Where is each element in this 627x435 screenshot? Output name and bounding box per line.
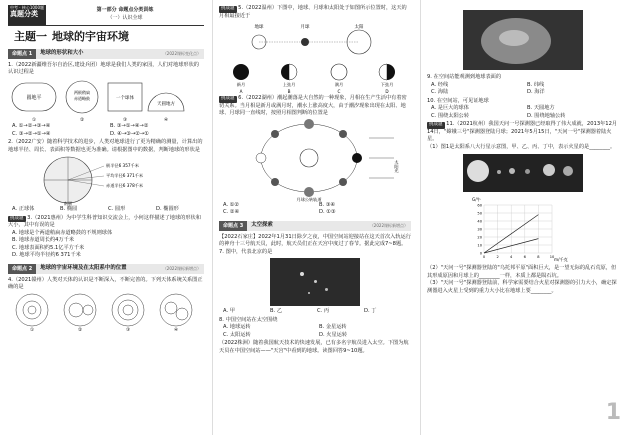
q2-option-c[interactable]: C. 圆形 [108,206,126,213]
question-11-sub3: （3）"天问一号"探测器登陆前，科学家需要结合火星对探测器的引力大小，确定探测器进入火星上受到的重力大小比在地球上要________。 [427,280,617,294]
q9-option-a[interactable]: A. 经线 [431,81,449,88]
q6-option-b[interactable]: B. ③④ [319,201,336,208]
q10-option-d[interactable]: D. 围绕地轴公转 [527,112,566,119]
y-tick: 0 [479,251,482,256]
q1-option-c[interactable]: C. ③→②→①→④ [12,130,51,137]
x-tick: 4 [510,255,513,260]
q7-option-c[interactable]: C. 丙 [317,308,330,315]
diag-q4-3: ③ [125,327,131,332]
header-titles [46,7,204,22]
chart-ylabel: G/牛 [472,197,481,203]
question-6-moon-orbit-diagram [219,118,409,202]
question-1-stem: 1.（2022新疆维吾尔自治区,建设兵团）地球是我们人类的家园，人们对地球形状的认识过程是 [8,61,199,76]
q6-option-d[interactable]: D. ①③ [319,209,336,216]
part-title: 第一部分 命题点分类训练 [96,7,154,14]
question-11 [427,121,619,295]
label-polar-radius: 极半径6 357千米 [106,163,139,169]
question-7-stem: 7. 图中，代表北京的是 [219,248,273,255]
question-3-stem: 3.（2021惠州）为中学生科普知识交流会上，小何这样描述了地球的形状和大小，其中有误的是 [8,214,201,229]
diag-q4-2: ② [77,327,83,332]
diag-label-1: 圆地平 [26,95,42,101]
label-sunlight: 太阳光 [394,159,400,173]
question-2-globe-diagram [8,154,198,206]
q10-option-c[interactable]: C. 围绕太阳公转 [431,112,470,119]
left-column [0,0,210,435]
x-tick: 6 [523,255,526,260]
q3-option-b[interactable]: B. 地球赤道周长约4万千米 [12,237,75,244]
brand-logo [8,5,46,25]
phase-first-quarter: 上弦月 [282,82,296,88]
section-2-title: 地球的宇宙环境及在太阳系中的位置 [40,264,127,271]
q5-option-c: C [337,89,341,95]
earth-from-space-photo [463,10,583,70]
q5-option-b: B [287,89,291,95]
question-10-stem: 10. 在空间站，可见证地球 [427,97,489,104]
svg-text:①: ① [31,118,37,123]
q9-option-d[interactable]: D. 海洋 [527,89,545,96]
night-earth-photo [270,258,360,306]
svg-text:③: ③ [122,118,128,123]
svg-text:②: ② [79,118,85,123]
q7-option-d[interactable]: D. 丁 [364,308,377,315]
q1-option-b[interactable]: B. ③→①→④→② [110,123,149,129]
q10-option-a[interactable]: A. 是巨大的球体 [431,105,469,112]
question-8-stem: 8. 中国空间站在太空围绕 [219,316,278,323]
x-tick: 8 [537,255,540,260]
question-7-intro: 【2022石家庄】2022年1月31日除夕之夜，中国空间站迎接站在这天首次入轨运行的神舟十三号航天员，此时，航天员们正在天宫中度过了春节。据此完成7~8题。 [219,233,411,248]
middle-column [212,0,417,435]
q6-option-c[interactable]: C. ②④ [223,209,240,216]
question-1 [8,62,204,138]
question-2 [8,139,204,214]
y-tick: 30 [477,227,482,232]
q3-option-a[interactable]: A. 地球是个两道稍扁赤道略鼓的不规则球体 [12,229,113,236]
label-mean-radius: 平均半径6 371千米 [106,173,144,179]
question-2-stem: 2.（2022广安）随着科学技术的进步，人类对地球进行了更为精确的测量，计算出的地球半径、周长、表面积等数据也更为准确。请根据图中的数据，判断地球的形状是 [8,139,203,153]
question-9-intro: （2022株洲）随着我国航天技术的快速发展，已有多名宇航员进入太空。下图为航天员在中国空间站——"天宫"中看到的地球。读图回答9~10题。 [219,340,409,354]
label-earth: 地球 [254,25,264,31]
diag-q4-4: ④ [173,327,179,332]
question-7 [219,234,411,316]
logo-small-text: 中考 · 核心1000题 [10,4,44,10]
x-tick: 2 [496,255,499,260]
q1-option-d[interactable]: D. ④→③→②→① [110,130,149,137]
question-8 [219,317,411,340]
section-1 [8,49,204,59]
theme-label: 主题一 [14,30,47,43]
label-south-pole: 南极 [63,201,73,207]
section-3-key: 命题点 3 [219,221,247,231]
section-3-note: （2022课标新增点） [369,222,408,228]
question-4 [8,277,204,332]
q7-option-b[interactable]: B. 乙 [270,308,283,315]
question-5-stem: 5.（2022温州）下图中，地球、月球和太阳处于如图所示位置时，这天的月相最接近于 [219,5,407,19]
label-equator-radius: 赤道半径6 378千米 [106,183,144,189]
section-1-key: 命题点 1 [8,49,36,59]
q8-option-a[interactable]: A. 地球运转 [223,324,251,331]
y-tick: 20 [477,235,482,240]
x-tick: 0 [482,255,486,260]
q5-option-d: D [385,89,389,95]
section-2-key: 命题点 2 [8,264,36,274]
q10-option-b[interactable]: B. 天圆地方 [527,105,555,112]
challenge-tag: 挑战题 [10,215,24,221]
q2-option-b[interactable]: B. 椭圆 [60,206,78,213]
label-sun: 太阳 [354,25,364,31]
q8-option-b[interactable]: B. 金星运转 [319,324,347,331]
diag-label-4b: 赤道略鼓 [74,96,90,101]
section-2 [8,264,204,274]
section-1-note: （2022课标变化点） [162,51,201,57]
solar-system-photo [463,154,583,192]
question-9 [427,74,619,97]
section-2-note: （2022课标新增点） [162,265,201,271]
diag-label-2: 天圆地方 [157,102,175,107]
section-3-title: 太空探索 [251,221,273,228]
question-5 [219,5,411,94]
y-tick: 10 [477,243,482,248]
question-11-sub2: （2）"天问一号"探测器登陆的"乌托邦平原"面积巨大，是一望无际的乱石荒原，但其形成原因和月球上的________一样，本质上都是陨石坑。 [427,265,617,279]
chart-xlabel: m/千克 [554,257,568,263]
question-10 [427,98,619,121]
logo-big-text: 真题分类 [10,10,38,19]
challenge-tag: 挑战题 [429,122,443,128]
label-moon-orbit: 月球公转轨道 [296,196,322,202]
question-3 [8,215,204,260]
question-9-stem: 9. 在空间站能观测到地球表面的 [427,74,502,80]
section-3 [219,221,411,231]
q9-option-c[interactable]: C. 海陆 [431,89,449,96]
q8-option-d[interactable]: D. 火星运转 [319,331,348,338]
q2-option-d[interactable]: D. 椭圆形 [156,206,179,213]
diag-q4-1: ① [29,327,35,332]
phase-new: 新月 [236,82,246,88]
q2-option-a[interactable]: A. 正球体 [12,206,35,213]
question-6-stem: 6.（2022湖州）潮起潮落是大自然的一种现象，月相在生产生活中有着密切关系。当月相是新月或满月时，潮水上涨高度大，由于潮汐现象出现在太阳、地球、月球同一直线时，按照月相图判断的位置是 [219,95,407,117]
q5-option-a: A [239,89,243,95]
question-11-sub1: （1）图1是太阳系八大行星示意图，甲、乙、丙、丁中，表示火星的是________。 [427,143,616,150]
section-1-title: 地球的形状和大小 [40,50,84,57]
phase-last-quarter: 下弦月 [380,82,394,88]
question-5-phases [219,60,409,94]
unit-title: （一）认识全球 [107,14,143,21]
x-tick: 10 [549,255,555,260]
q3-option-c[interactable]: C. 地球表面积约5.1亿平方千米 [12,244,85,251]
svg-text:④: ④ [163,118,169,123]
diag-label-4a: 两极稍扁 [74,90,90,95]
gravity-mass-chart [468,195,578,265]
right-column [420,0,627,435]
question-4-stem: 4.（2021赣州）人类对天体的认识是不断深入，不断完善的。下列天体系统关系图正确的是 [8,276,203,291]
page-header [8,4,204,26]
question-1-diagram [8,77,188,123]
q3-option-d[interactable]: D. 地球平均半径约6 371千米 [12,252,81,259]
label-moon: 月球 [300,25,310,31]
question-5-orbit-diagram [219,20,409,60]
q1-option-a[interactable]: A. ①→②→③→④ [12,123,51,129]
q7-option-a[interactable]: A. 甲 [223,308,235,315]
q6-option-a[interactable]: A. ①② [223,201,240,208]
y-tick: 60 [477,203,482,208]
theme-heading [14,29,204,45]
y-tick: 40 [477,219,482,224]
q8-option-c[interactable]: C. 太阳运转 [223,331,251,338]
theme-title: 地球的宇宙环境 [52,30,129,43]
question-4-system-diagrams [8,292,204,332]
diag-label-3: 一个球体 [116,96,134,101]
challenge-tag: 挑战题 [221,6,235,11]
q9-option-b[interactable]: B. 纬线 [527,81,545,88]
y-tick: 50 [477,211,482,216]
challenge-tag: 挑战题 [221,96,235,102]
page-number: 1 [605,400,621,426]
question-6 [219,95,411,217]
question-11-stem: 11.（2021杭州）我国天问一号探测器已经取得了伟大成就，2013年12月14日，"嫦娥三号"探测器登陆月球；2021年5月15日，"天问一号"探测器着陆火星。 [427,121,618,143]
phase-full: 满月 [334,82,344,88]
